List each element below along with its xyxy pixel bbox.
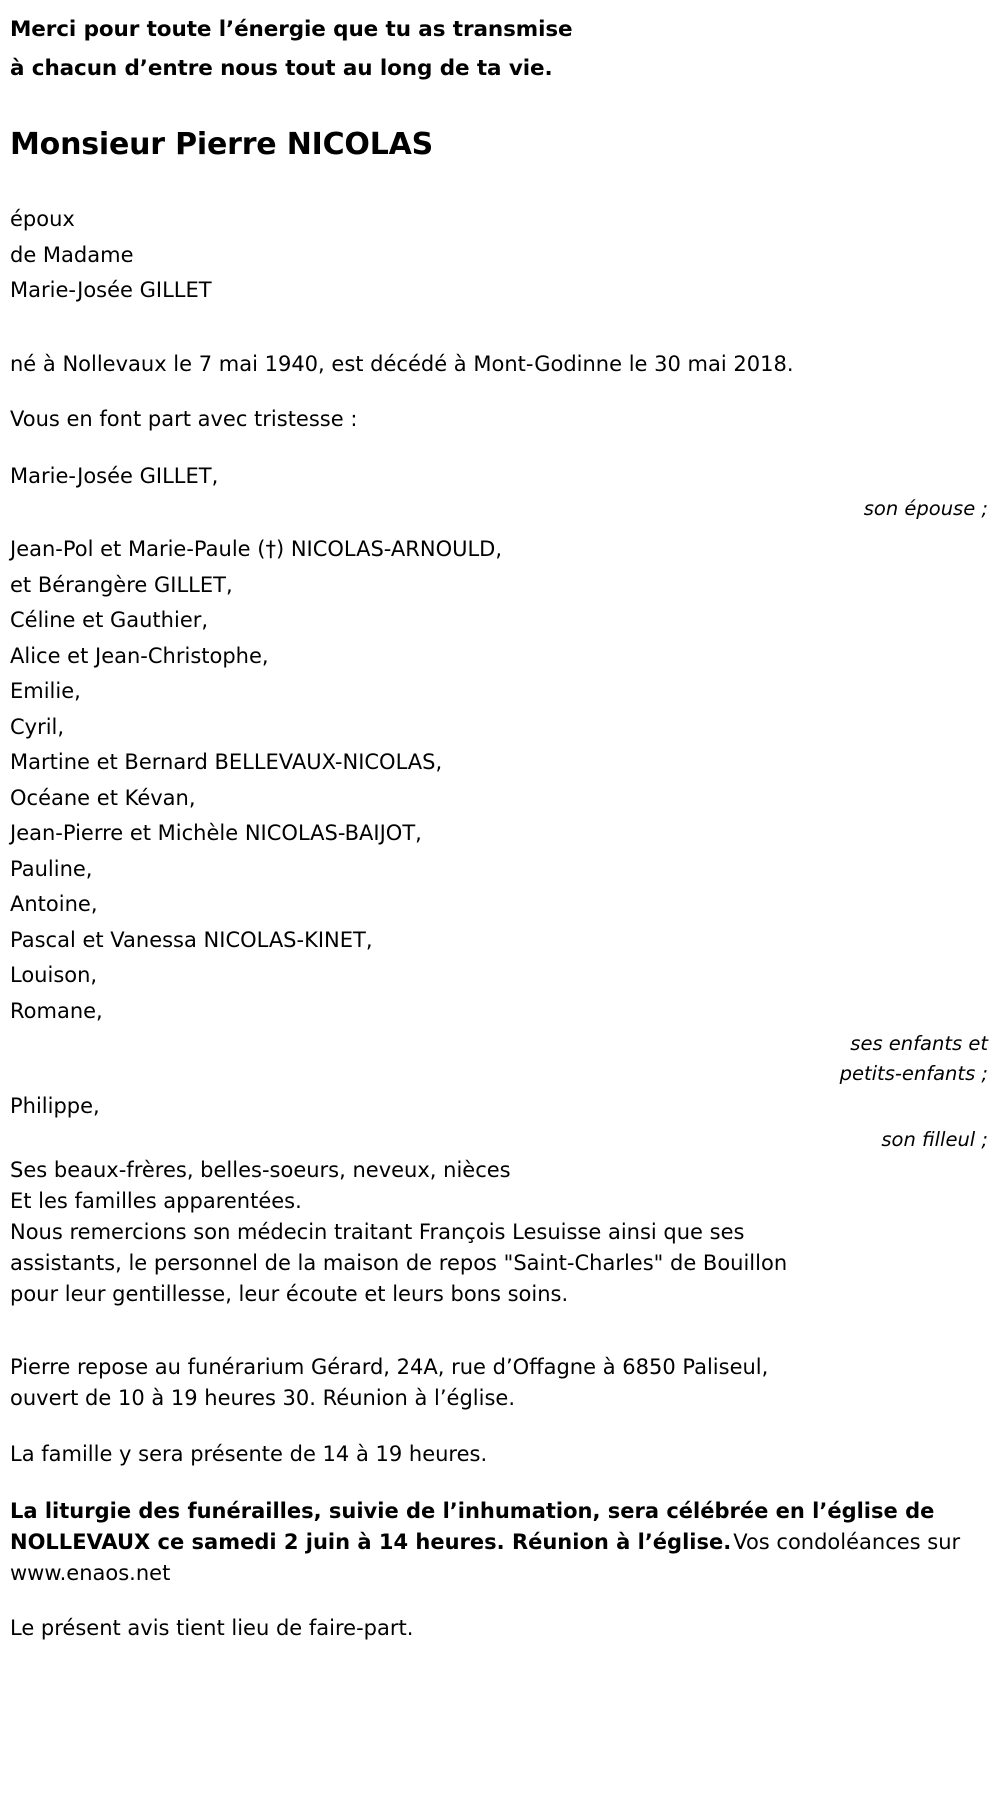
list-item	[10, 1089, 988, 1125]
list-item	[10, 459, 988, 495]
role-spouse: son épouse ;	[863, 497, 988, 520]
mourner-name: Louison,	[10, 963, 98, 987]
thanks-line-2: assistants, le personnel de la maison de repos "Saint-Charles" de Bouillon	[10, 1250, 788, 1275]
list-item	[10, 674, 988, 710]
list-item	[10, 745, 988, 781]
spouse-title: de Madame	[10, 242, 134, 267]
list-item	[10, 923, 988, 959]
mourners-list	[10, 459, 988, 1155]
mourner-name: Emilie,	[10, 679, 81, 703]
spouse-block	[10, 202, 988, 309]
mourner-name: Jean-Pierre et Michèle NICOLAS-BAIJOT,	[10, 821, 422, 845]
mourner-name: Jean-Pol et Marie-Paule (†) NICOLAS-ARNOULD,	[10, 537, 503, 561]
deceased-name: Monsieur Pierre NICOLAS	[10, 127, 434, 162]
mourner-name: Alice et Jean-Christophe,	[10, 643, 269, 668]
role-children-line-1: ses enfants et	[850, 1032, 988, 1055]
list-item	[10, 532, 988, 568]
thanks-line-1: Nous remercions son médecin traitant François Lesuisse ainsi que ses	[10, 1219, 745, 1244]
intro-message	[10, 10, 988, 88]
role-godson: son filleul ;	[881, 1127, 988, 1151]
relatives-block	[10, 1155, 988, 1217]
list-item	[10, 887, 988, 923]
list-item	[10, 639, 988, 675]
mourner-name: Pascal et Vanessa NICOLAS-KINET,	[10, 927, 373, 952]
list-item	[10, 994, 988, 1030]
mourner-name: Céline et Gauthier,	[10, 608, 209, 632]
mourner-name: Antoine,	[10, 892, 98, 916]
list-item	[10, 958, 988, 994]
closing-line: Le présent avis tient lieu de faire-part.	[10, 1615, 414, 1640]
list-item	[10, 852, 988, 888]
liturgy-text: La liturgie des funérailles, suivie de l’inhumation, sera célébrée en l’église de NOLLEVAUX ce samedi 2 juin à 14 heures. Réunion à l’église.	[10, 1498, 935, 1554]
thanks-block	[10, 1217, 988, 1310]
thanks-line-3: pour leur gentillesse, leur écoute et leurs bons soins.	[10, 1281, 569, 1306]
announcement-line: Vous en font part avec tristesse :	[10, 406, 358, 431]
intro-line-2: à chacun d’entre nous tout au long de ta vie.	[10, 56, 553, 81]
spouse-name: Marie-Josée GILLET	[10, 278, 212, 302]
list-item	[10, 781, 988, 817]
list-item	[10, 568, 988, 604]
condolences-text: Vos condoléances sur www.enaos.net	[10, 1529, 961, 1585]
relatives-line-2: Et les familles apparentées.	[10, 1188, 302, 1213]
relatives-line-1: Ses beaux-frères, belles-soeurs, neveux, nièces	[10, 1157, 511, 1182]
mourner-name: Marie-Josée GILLET,	[10, 463, 219, 488]
birth-death-line: né à Nollevaux le 7 mai 1940, est décédé à Mont-Godinne le 30 mai 2018.	[10, 351, 794, 376]
repose-line-2: ouvert de 10 à 19 heures 30. Réunion à l’église.	[10, 1385, 515, 1410]
mourner-name: Pauline,	[10, 856, 93, 881]
list-item	[10, 816, 988, 852]
mourner-name: Martine et Bernard BELLEVAUX-NICOLAS,	[10, 750, 443, 774]
spacer	[10, 524, 988, 532]
repose-block	[10, 1352, 988, 1414]
mourner-name: et Bérangère GILLET,	[10, 572, 233, 597]
liturgy-block	[10, 1496, 988, 1589]
repose-line-1: Pierre repose au funérarium Gérard, 24A, rue d’Offagne à 6850 Paliseul,	[10, 1354, 769, 1379]
intro-line-1: Merci pour toute l’énergie que tu as transmise	[10, 17, 573, 42]
mourner-name: Océane et Kévan,	[10, 785, 196, 810]
list-item	[10, 603, 988, 639]
role-children-line-2: petits-enfants ;	[839, 1062, 988, 1085]
mourner-name: Cyril,	[10, 714, 65, 739]
spouse-label: époux	[10, 207, 75, 231]
godson-name: Philippe,	[10, 1094, 100, 1118]
family-presence-line: La famille y sera présente de 14 à 19 heures.	[10, 1441, 488, 1466]
list-item	[10, 710, 988, 746]
mourner-name: Romane,	[10, 998, 103, 1023]
